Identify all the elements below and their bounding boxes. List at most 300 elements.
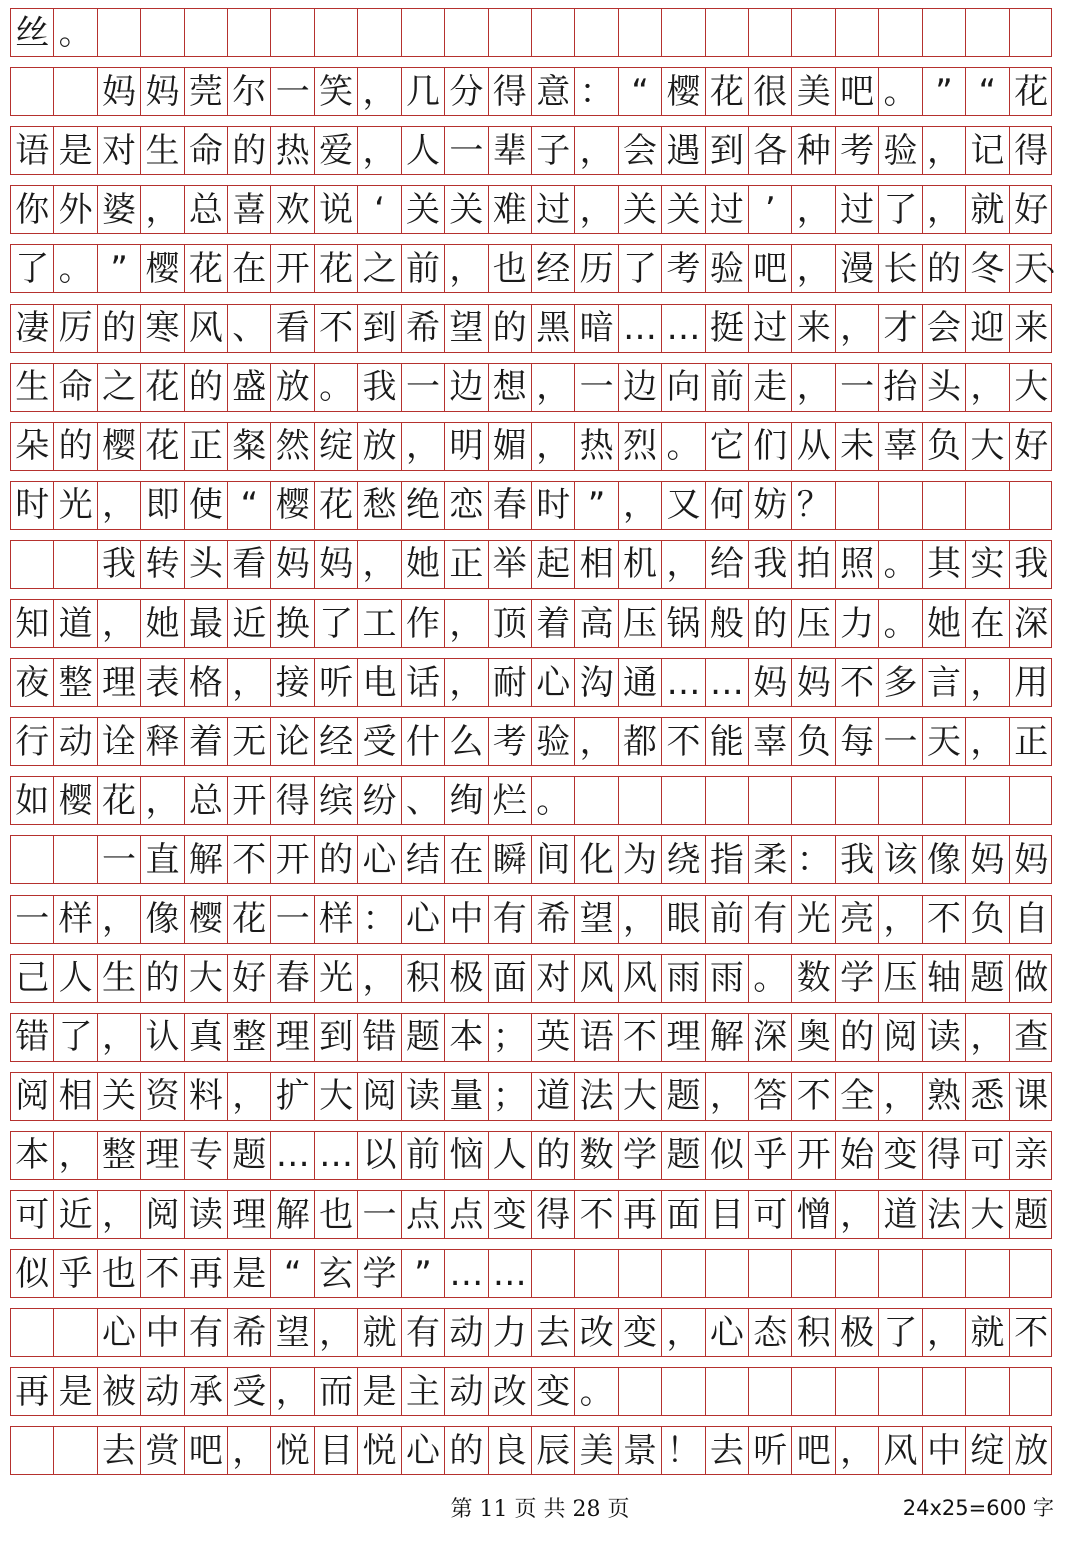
- grid-cell: 通: [619, 659, 662, 706]
- grid-cell: ，: [228, 1073, 271, 1120]
- grid-cell: 几: [402, 68, 445, 115]
- grid-cell: 玄: [315, 1250, 358, 1297]
- grid-cell: 考: [662, 245, 705, 292]
- grid-cell: 恼: [445, 1132, 488, 1179]
- grid-cell: 点: [402, 1191, 445, 1238]
- grid-cell: ，: [706, 1073, 749, 1120]
- grid-cell: [11, 68, 54, 115]
- grid-cell: 表: [141, 659, 184, 706]
- grid-cell: [54, 68, 97, 115]
- grid-cell: ，: [98, 482, 141, 529]
- grid-row: [10, 835, 1052, 884]
- grid-cell: 负: [923, 423, 966, 470]
- essay-grid-sheet: [10, 0, 1052, 1490]
- grid-cell: [923, 1250, 966, 1297]
- grid-cell: …: [272, 1132, 315, 1179]
- grid-cell: [793, 1250, 836, 1297]
- grid-cell: 心: [358, 836, 401, 883]
- grid-cell: ，: [966, 1014, 1009, 1061]
- grid-cell: 大: [185, 955, 228, 1002]
- grid-cell: 我: [749, 541, 792, 588]
- grid-cell: 心: [402, 1427, 445, 1474]
- grid-cell: 时: [11, 482, 54, 529]
- grid-cell: 、: [228, 305, 271, 352]
- grid-cell: 沟: [575, 659, 618, 706]
- grid-cell: 纷: [358, 777, 401, 824]
- grid-cell: 憎: [793, 1191, 836, 1238]
- grid-cell: [11, 836, 54, 883]
- grid-cell: 总: [185, 186, 228, 233]
- grid-cell: 朵: [11, 423, 54, 470]
- grid-cell: ，: [358, 955, 401, 1002]
- grid-row: [10, 954, 1052, 1003]
- grid-cell: 各: [749, 127, 792, 174]
- grid-cell: [836, 777, 879, 824]
- grid-cell: 题: [1014, 1194, 1049, 1235]
- grid-cell: [228, 9, 271, 56]
- grid-cell: 本: [445, 1014, 488, 1061]
- grid-cell: 深: [749, 1014, 792, 1061]
- grid-cell: 。: [749, 955, 792, 1002]
- grid-cell: ，: [358, 68, 401, 115]
- grid-cell: 樱: [272, 482, 315, 529]
- grid-cell: 深: [1014, 603, 1049, 644]
- grid-cell: 力: [836, 600, 879, 647]
- grid-cell: 我: [98, 541, 141, 588]
- grid-cell: 。: [662, 423, 705, 470]
- grid-cell: 中: [445, 896, 488, 943]
- grid-cell: [706, 1368, 749, 1415]
- grid-row: [10, 599, 1052, 648]
- grid-cell: 的: [532, 1132, 575, 1179]
- grid-cell: 有: [749, 896, 792, 943]
- grid-cell: 法: [923, 1191, 966, 1238]
- grid-cell: 她: [141, 600, 184, 647]
- grid-cell: 不: [662, 718, 705, 765]
- grid-row: [10, 1308, 1052, 1357]
- grid-cell: 可: [749, 1191, 792, 1238]
- grid-cell: 妈: [98, 68, 141, 115]
- grid-cell: 压: [619, 600, 662, 647]
- grid-cell: 什: [402, 718, 445, 765]
- grid-cell: 给: [706, 541, 749, 588]
- grid-cell: 实: [966, 541, 1009, 588]
- grid-cell: 开: [228, 777, 271, 824]
- grid-cell: 花: [1014, 71, 1049, 112]
- grid-cell: 喜: [228, 186, 271, 233]
- grid-cell: 阅: [141, 1191, 184, 1238]
- grid-cell: [272, 9, 315, 56]
- grid-cell: 冬: [966, 245, 1009, 292]
- grid-cell: 生: [141, 127, 184, 174]
- grid-cell: 中: [923, 1427, 966, 1474]
- grid-cell: 本: [11, 1132, 54, 1179]
- grid-cell: 望: [445, 305, 488, 352]
- grid-cell: 是: [228, 1250, 271, 1297]
- grid-cell: ，: [358, 127, 401, 174]
- grid-cell: 己: [11, 955, 54, 1002]
- grid-cell: 心: [98, 1309, 141, 1356]
- grid-cell: 抬: [879, 364, 922, 411]
- grid-cell: 目: [706, 1191, 749, 1238]
- grid-cell: [966, 777, 1009, 824]
- grid-cell: 用: [1014, 662, 1049, 703]
- grid-cell: 该: [879, 836, 922, 883]
- grid-cell: 良: [489, 1427, 532, 1474]
- grid-cell: 。: [575, 1368, 618, 1415]
- grid-cell: [662, 777, 705, 824]
- grid-cell: 目: [315, 1427, 358, 1474]
- grid-cell: [532, 9, 575, 56]
- grid-cell: 。: [532, 777, 575, 824]
- grid-cell: 理: [141, 1132, 184, 1179]
- grid-cell: 厉: [54, 305, 97, 352]
- grid-cell: 在: [445, 836, 488, 883]
- grid-cell: [575, 9, 618, 56]
- grid-cell: 笑: [315, 68, 358, 115]
- grid-cell: 风: [619, 955, 662, 1002]
- grid-cell: 外: [54, 186, 97, 233]
- grid-cell: ，: [793, 245, 836, 292]
- grid-cell: 话: [402, 659, 445, 706]
- grid-cell: [1010, 482, 1053, 529]
- grid-cell: [793, 9, 836, 56]
- grid-cell: ‘: [358, 186, 401, 233]
- grid-cell: 欢: [272, 186, 315, 233]
- grid-cell: 经: [532, 245, 575, 292]
- grid-cell: [879, 1368, 922, 1415]
- grid-cell: 得: [272, 777, 315, 824]
- grid-cell: 大: [966, 423, 1009, 470]
- grid-cell: 课: [1014, 1076, 1049, 1117]
- grid-cell: 妈: [315, 541, 358, 588]
- grid-cell: 读: [402, 1073, 445, 1120]
- grid-cell: ，: [402, 423, 445, 470]
- grid-cell: 到: [315, 1014, 358, 1061]
- grid-cell: ”: [402, 1250, 445, 1297]
- grid-cell: [54, 836, 97, 883]
- grid-cell: ”: [575, 482, 618, 529]
- grid-cell: 作: [402, 600, 445, 647]
- grid-cell: 大: [966, 1191, 1009, 1238]
- grid-cell: [532, 1250, 575, 1297]
- grid-cell: 最: [185, 600, 228, 647]
- grid-cell: 改: [489, 1368, 532, 1415]
- grid-cell: [315, 9, 358, 56]
- grid-cell: [619, 1368, 662, 1415]
- grid-cell: 学: [358, 1250, 401, 1297]
- grid-cell: 般: [706, 600, 749, 647]
- grid-cell: 可: [11, 1191, 54, 1238]
- grid-cell: 近: [54, 1191, 97, 1238]
- grid-cell: 迎: [966, 305, 1009, 352]
- grid-cell: 生: [98, 955, 141, 1002]
- grid-cell: 才: [879, 305, 922, 352]
- grid-cell: 。: [879, 68, 922, 115]
- grid-cell: 婆: [98, 186, 141, 233]
- grid-cell: ，: [315, 1309, 358, 1356]
- grid-cell: 过: [532, 186, 575, 233]
- grid-cell: 辰: [532, 1427, 575, 1474]
- grid-cell: 不: [1014, 1312, 1049, 1353]
- grid-cell: 可: [966, 1132, 1009, 1179]
- grid-cell: 你: [11, 186, 54, 233]
- grid-cell: 工: [358, 600, 401, 647]
- grid-cell: 了: [11, 245, 54, 292]
- grid-cell: 不: [575, 1191, 618, 1238]
- grid-cell: ？: [793, 482, 836, 529]
- grid-cell: 中: [141, 1309, 184, 1356]
- grid-cell: 也: [489, 245, 532, 292]
- grid-cell: 正: [1014, 721, 1049, 762]
- grid-cell: 天: [923, 718, 966, 765]
- grid-row: [10, 895, 1052, 944]
- grid-cell: 答: [749, 1073, 792, 1120]
- grid-cell: 心: [402, 896, 445, 943]
- grid-cell: 举: [489, 541, 532, 588]
- grid-cell: ，: [836, 1191, 879, 1238]
- grid-cell: 向: [662, 364, 705, 411]
- grid-row: [10, 67, 1052, 116]
- grid-cell: 去: [532, 1309, 575, 1356]
- grid-cell: ，: [445, 600, 488, 647]
- grid-cell: [1010, 1250, 1053, 1297]
- grid-cell: 头: [185, 541, 228, 588]
- grid-cell: 花: [315, 245, 358, 292]
- grid-cell: 亮: [836, 896, 879, 943]
- grid-cell: [793, 777, 836, 824]
- grid-cell: ，: [98, 1014, 141, 1061]
- grid-cell: 一: [402, 364, 445, 411]
- grid-cell: ，: [923, 127, 966, 174]
- grid-cell: ，: [879, 1073, 922, 1120]
- grid-cell: 一: [272, 68, 315, 115]
- grid-cell: 也: [98, 1250, 141, 1297]
- grid-cell: 绕: [662, 836, 705, 883]
- grid-cell: 暗: [575, 305, 618, 352]
- grid-cell: 绝: [402, 482, 445, 529]
- grid-cell: [489, 9, 532, 56]
- grid-cell: 意: [532, 68, 575, 115]
- grid-cell: 何: [706, 482, 749, 529]
- grid-cell: 悉: [966, 1073, 1009, 1120]
- grid-cell: 挺: [706, 305, 749, 352]
- grid-row: [10, 126, 1052, 175]
- grid-cell: 的: [228, 127, 271, 174]
- grid-row: [10, 1367, 1052, 1416]
- grid-cell: 从: [793, 423, 836, 470]
- grid-cell: 美: [575, 1427, 618, 1474]
- grid-cell: ，: [98, 600, 141, 647]
- grid-cell: [836, 9, 879, 56]
- grid-cell: ，: [141, 186, 184, 233]
- grid-cell: 读: [923, 1014, 966, 1061]
- grid-cell: 每: [836, 718, 879, 765]
- grid-cell: 边: [619, 364, 662, 411]
- grid-cell: 错: [358, 1014, 401, 1061]
- grid-cell: 一: [445, 127, 488, 174]
- grid-cell: 就: [358, 1309, 401, 1356]
- grid-cell: [402, 9, 445, 56]
- grid-cell: 始: [836, 1132, 879, 1179]
- grid-cell: ，: [923, 186, 966, 233]
- grid-cell: 未: [836, 423, 879, 470]
- grid-cell: [11, 1309, 54, 1356]
- grid-cell: ；: [489, 1014, 532, 1061]
- grid-cell: 使: [185, 482, 228, 529]
- grid-cell: 美: [793, 68, 836, 115]
- grid-cell: 吧: [749, 245, 792, 292]
- grid-cell: 柔: [749, 836, 792, 883]
- grid-cell: 在: [228, 245, 271, 292]
- grid-cell: 改: [575, 1309, 618, 1356]
- grid-cell: ，: [445, 245, 488, 292]
- grid-cell: 命: [185, 127, 228, 174]
- grid-cell: 花: [315, 482, 358, 529]
- grid-cell: 再: [619, 1191, 662, 1238]
- grid-cell: 好: [1014, 189, 1049, 230]
- grid-cell: 去: [98, 1427, 141, 1474]
- grid-cell: 其: [923, 541, 966, 588]
- grid-cell: 过: [706, 186, 749, 233]
- grid-cell: 是: [54, 127, 97, 174]
- grid-cell: 关: [402, 186, 445, 233]
- grid-cell: ，: [532, 423, 575, 470]
- grid-cell: ”: [923, 68, 966, 115]
- grid-cell: 解: [706, 1014, 749, 1061]
- grid-row: [10, 363, 1052, 412]
- grid-cell: 粲: [228, 423, 271, 470]
- grid-cell: ，: [836, 1427, 879, 1474]
- grid-cell: 阅: [358, 1073, 401, 1120]
- grid-cell: 格: [185, 659, 228, 706]
- grid-cell: 有: [489, 896, 532, 943]
- grid-cell: 得: [532, 1191, 575, 1238]
- grid-cell: 辜: [879, 423, 922, 470]
- grid-cell: ，: [662, 541, 705, 588]
- grid-cell: [54, 1309, 97, 1356]
- grid-cell: 雨: [662, 955, 705, 1002]
- grid-cell: 到: [706, 127, 749, 174]
- grid-cell: 愁: [358, 482, 401, 529]
- grid-cell: 的: [489, 305, 532, 352]
- grid-cell: …: [315, 1132, 358, 1179]
- grid-cell: 开: [272, 245, 315, 292]
- grid-cell: 吧: [793, 1427, 836, 1474]
- grid-cell: 黑: [532, 305, 575, 352]
- grid-cell: 变: [489, 1191, 532, 1238]
- grid-cell: …: [662, 659, 705, 706]
- grid-row: [10, 8, 1052, 57]
- grid-row: [10, 244, 1052, 293]
- grid-cell: 自: [1014, 899, 1049, 939]
- grid-cell: [98, 9, 141, 56]
- grid-cell: 着: [185, 718, 228, 765]
- grid-cell: 放: [1014, 1430, 1049, 1471]
- grid-cell: 全: [836, 1073, 879, 1120]
- grid-cell: [966, 9, 1009, 56]
- grid-cell: 的: [923, 245, 966, 292]
- grid-cell: 的: [836, 1014, 879, 1061]
- grid-cell: [923, 1368, 966, 1415]
- grid-cell: 风: [879, 1427, 922, 1474]
- grid-cell: 做: [1014, 958, 1049, 999]
- grid-cell: [923, 9, 966, 56]
- grid-cell: 题: [662, 1132, 705, 1179]
- grid-cell: 结: [402, 836, 445, 883]
- grid-cell: 听: [749, 1427, 792, 1474]
- grid-cell: 不: [228, 836, 271, 883]
- grid-cell: 樱: [185, 896, 228, 943]
- grid-cell: 头: [923, 364, 966, 411]
- grid-cell: 道: [879, 1191, 922, 1238]
- grid-cell: 能: [706, 718, 749, 765]
- grid-cell: ：: [358, 896, 401, 943]
- grid-cell: 大: [1014, 367, 1049, 408]
- grid-cell: 光: [315, 955, 358, 1002]
- grid-cell: ：: [575, 68, 618, 115]
- grid-cell: [836, 1368, 879, 1415]
- grid-cell: 的: [54, 423, 97, 470]
- grid-cell: 不: [836, 659, 879, 706]
- grid-cell: 动: [141, 1368, 184, 1415]
- grid-cell: 想: [489, 364, 532, 411]
- grid-cell: [966, 482, 1009, 529]
- grid-cell: 。: [879, 600, 922, 647]
- grid-cell: [1010, 777, 1053, 824]
- grid-cell: 寒: [141, 305, 184, 352]
- grid-cell: 前: [706, 364, 749, 411]
- grid-cell: 来: [1014, 308, 1049, 348]
- grid-cell: 知: [11, 600, 54, 647]
- grid-cell: 天: [1014, 248, 1049, 289]
- grid-cell: 一: [879, 718, 922, 765]
- grid-cell: 得: [923, 1132, 966, 1179]
- grid-cell: “: [272, 1250, 315, 1297]
- grid-cell: 动: [54, 718, 97, 765]
- grid-cell: 验: [879, 127, 922, 174]
- grid-cell: 乎: [54, 1250, 97, 1297]
- grid-cell: 释: [141, 718, 184, 765]
- grid-cell: 绽: [315, 423, 358, 470]
- grid-cell: 好: [1014, 426, 1049, 467]
- grid-cell: ，: [98, 1191, 141, 1238]
- grid-cell: 了: [879, 1309, 922, 1356]
- grid-cell: 学: [836, 955, 879, 1002]
- grid-cell: 指: [706, 836, 749, 883]
- grid-cell: 希: [228, 1309, 271, 1356]
- grid-cell: 好: [228, 955, 271, 1002]
- grid-cell: 积: [793, 1309, 836, 1356]
- grid-cell: 她: [923, 600, 966, 647]
- grid-cell: [879, 482, 922, 529]
- grid-cell: 人: [54, 955, 97, 1002]
- grid-cell: 变: [619, 1309, 662, 1356]
- grid-cell: 去: [706, 1427, 749, 1474]
- grid-cell: 负: [793, 718, 836, 765]
- grid-cell: 种: [793, 127, 836, 174]
- grid-cell: ！: [662, 1427, 705, 1474]
- grid-cell: 花: [706, 68, 749, 115]
- grid-row: [10, 658, 1052, 707]
- grid-cell: 理: [98, 659, 141, 706]
- grid-cell: 行: [11, 718, 54, 765]
- grid-cell: 开: [793, 1132, 836, 1179]
- grid-cell: 数: [793, 955, 836, 1002]
- grid-cell: [966, 1368, 1009, 1415]
- grid-cell: [923, 482, 966, 529]
- grid-cell: 样: [315, 896, 358, 943]
